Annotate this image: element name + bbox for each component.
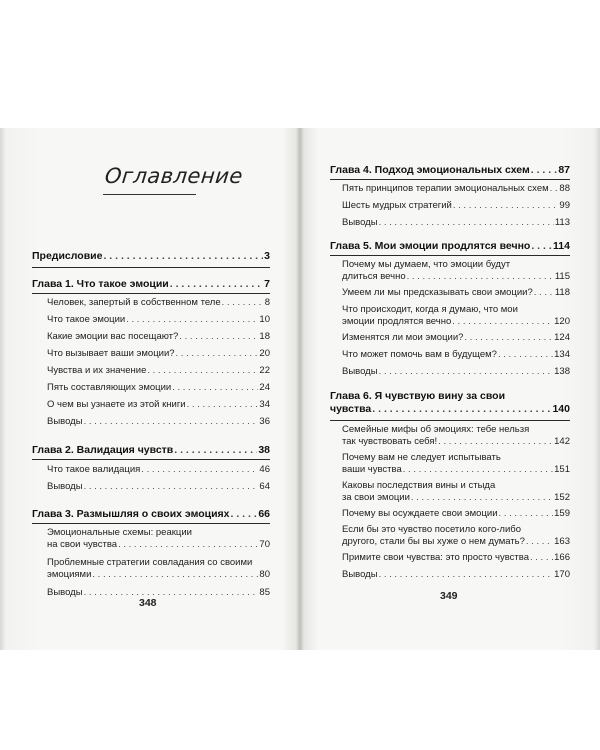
toc-entry[interactable]: Какие эмоции вас посещают? . . . 18 — [47, 331, 270, 342]
toc-entry[interactable]: Выводы . . . 36 — [47, 416, 270, 427]
right-page — [300, 128, 600, 650]
toc-entry[interactable]: Выводы . . . 85 — [47, 587, 270, 598]
toc-entry[interactable]: Выводы . . . 113 — [342, 217, 570, 228]
toc-entry[interactable]: Что происходит, когда я думаю, что мои эмоции продлятся вечно . . . 120 — [342, 304, 570, 327]
title-underline — [103, 194, 196, 195]
toc-preface[interactable]: Предисловие . . . 3 — [32, 250, 270, 262]
chapter-divider — [32, 523, 270, 524]
toc-entry[interactable]: Шесть мудрых стратегий . . . 99 — [342, 200, 570, 211]
toc-entry[interactable]: Эмоциональные схемы: реакции на свои чувства . . . 70 — [47, 527, 270, 550]
toc-entry[interactable]: Что вызывает ваши эмоции? . . . 20 — [47, 348, 270, 359]
page-number: 348 — [139, 597, 157, 609]
chapter-divider — [32, 293, 270, 294]
toc-entry[interactable]: О чем вы узнаете из этой книги . . . 34 — [47, 399, 270, 410]
toc-entry[interactable]: Каковы последствия вины и стыда за свои эмоции . . . 152 — [342, 480, 570, 503]
chapter-divider — [32, 267, 270, 268]
left-page — [0, 128, 300, 650]
page-number: 349 — [440, 590, 458, 602]
toc-chapter-6[interactable]: Глава 6. Я чувствую вину за свои чувства . . . 140 — [330, 389, 570, 415]
toc-entry[interactable]: Почему вам не следует испытывать ваши чувства . . . 151 — [342, 452, 570, 475]
toc-entry[interactable]: Изменятся ли мои эмоции? . . . 124 — [342, 332, 570, 343]
toc-chapter-5[interactable]: Глава 5. Мои эмоции продлятся вечно . . . 114 — [330, 240, 570, 252]
toc-chapter-4[interactable]: Глава 4. Подход эмоциональных схем . . . 87 — [330, 164, 570, 176]
toc-entry[interactable]: Семейные мифы об эмоциях: тебе нельзя так чувствовать себя! . . . 142 — [342, 424, 570, 447]
toc-entry[interactable]: Проблемные стратегии совладания со своими эмоциями . . . 80 — [47, 557, 270, 580]
toc-entry[interactable]: Почему мы думаем, что эмоции будут длиться вечно . . . 115 — [342, 259, 570, 282]
toc-entry[interactable]: Пять принципов терапии эмоциональных схем . . . 88 — [342, 183, 570, 194]
toc-entry[interactable]: Выводы . . . 170 — [342, 569, 570, 580]
toc-chapter-3[interactable]: Глава 3. Размышляя о своих эмоциях . . . 66 — [32, 508, 270, 520]
toc-entry[interactable]: Если бы это чувство посетило кого-либо другого, стали бы вы хуже о нем думать? . . . 163 — [342, 524, 570, 547]
book-spread — [0, 128, 600, 650]
toc-entry[interactable]: Умеем ли мы предсказывать свои эмоции? . . . 118 — [342, 287, 570, 298]
chapter-divider — [330, 420, 570, 421]
toc-entry[interactable]: Что такое эмоции . . . 10 — [47, 314, 270, 325]
toc-entry[interactable]: Что может помочь вам в будущем? . . . 134 — [342, 349, 570, 360]
toc-chapter-2[interactable]: Глава 2. Валидация чувств . . . 38 — [32, 444, 270, 456]
chapter-divider — [32, 459, 270, 460]
toc-entry[interactable]: Почему вы осуждаете свои эмоции . . . 159 — [342, 508, 570, 519]
chapter-divider — [330, 179, 570, 180]
chapter-divider — [330, 255, 570, 256]
toc-entry[interactable]: Примите свои чувства: это просто чувства . . . 166 — [342, 552, 570, 563]
toc-entry[interactable]: Выводы . . . 138 — [342, 366, 570, 377]
toc-entry[interactable]: Чувства и их значение . . . 22 — [47, 365, 270, 376]
toc-entry[interactable]: Пять составляющих эмоции . . . 24 — [47, 382, 270, 393]
toc-entry[interactable]: Что такое валидация . . . 46 — [47, 464, 270, 475]
toc-title: Оглавление — [103, 164, 245, 188]
toc-entry[interactable]: Человек, запертый в собственном теле . . . 8 — [47, 297, 270, 308]
toc-chapter-1[interactable]: Глава 1. Что такое эмоции . . . 7 — [32, 278, 270, 290]
toc-entry[interactable]: Выводы . . . 64 — [47, 481, 270, 492]
